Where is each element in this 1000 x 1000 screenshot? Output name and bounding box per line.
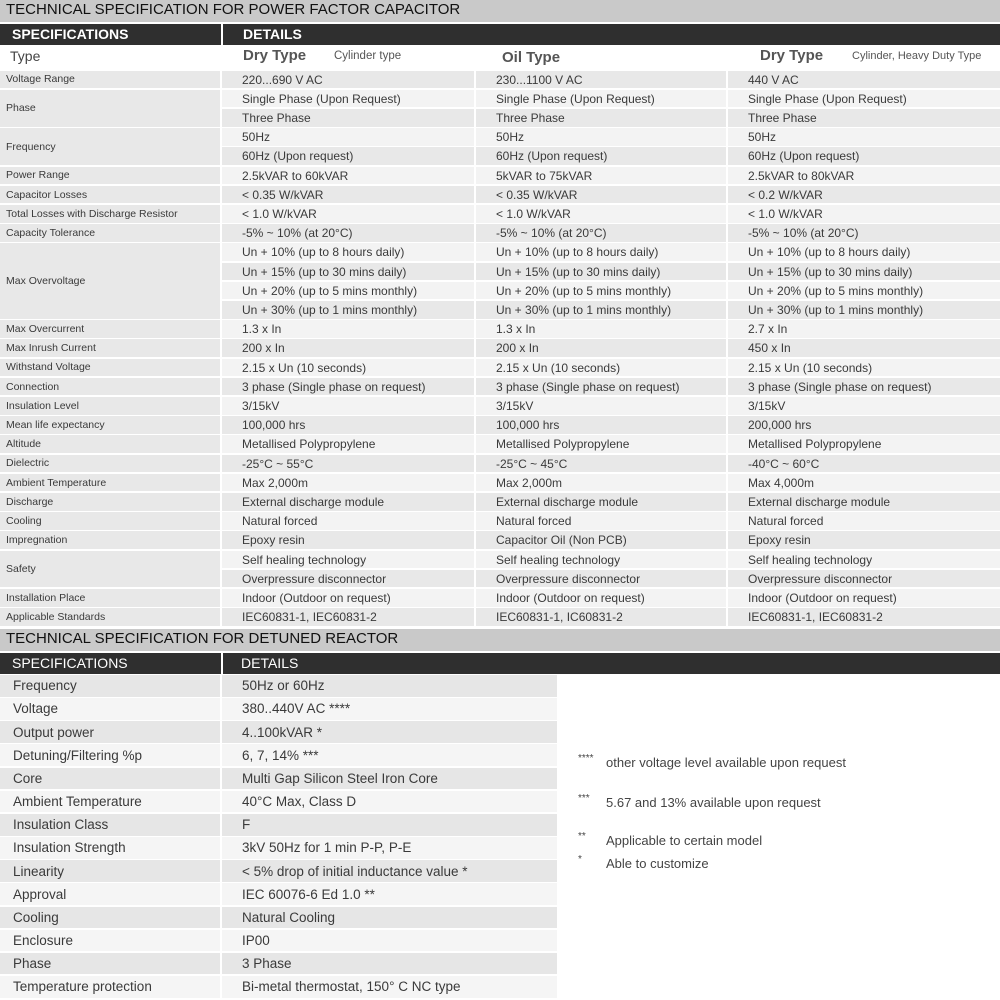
spec-value: < 0.2 W/kVAR <box>728 186 1000 204</box>
spec-value: Three Phase <box>728 109 1000 127</box>
spec-label: Phase <box>0 90 220 127</box>
reactor-spec-value: 4..100kVAR * <box>222 721 557 743</box>
spec-value: 440 V AC <box>728 71 1000 89</box>
spec-value: Capacitor Oil (Non PCB) <box>476 531 726 549</box>
reactor-spec-header: SPECIFICATIONS <box>12 655 128 671</box>
spec-label: Discharge <box>0 493 220 511</box>
spec-value: Self healing technology <box>728 551 1000 569</box>
spec-value: < 0.35 W/kVAR <box>222 186 474 204</box>
spec-value: 3/15kV <box>476 397 726 415</box>
spec-value: 3 phase (Single phase on request) <box>222 378 474 396</box>
reactor-title-text: TECHNICAL SPECIFICATION FOR DETUNED REACTOR <box>6 630 399 647</box>
spec-value: Un + 15% (up to 30 mins daily) <box>222 263 474 281</box>
spec-value: Natural forced <box>222 512 474 530</box>
reactor-spec-label: Linearity <box>0 860 220 882</box>
spec-value: 2.5kVAR to 60kVAR <box>222 167 474 185</box>
spec-value: 50Hz <box>476 128 726 146</box>
spec-value: Un + 30% (up to 1 mins monthly) <box>222 301 474 319</box>
spec-value: 3/15kV <box>222 397 474 415</box>
spec-value: 200,000 hrs <box>728 416 1000 434</box>
type-3-sub: Cylinder, Heavy Duty Type <box>852 50 982 62</box>
spec-label: Capacity Tolerance <box>0 224 220 242</box>
spec-value: Un + 10% (up to 8 hours daily) <box>222 243 474 261</box>
spec-value: 50Hz <box>222 128 474 146</box>
spec-value: External discharge module <box>222 493 474 511</box>
spec-value: 2.7 x In <box>728 320 1000 338</box>
footnote <box>578 795 838 829</box>
spec-label: Withstand Voltage <box>0 359 220 377</box>
reactor-header-bar <box>0 653 1000 674</box>
spec-value: Indoor (Outdoor on request) <box>476 589 726 607</box>
spec-label: Mean life expectancy <box>0 416 220 434</box>
spec-value: -5% ~ 10% (at 20°C) <box>222 224 474 242</box>
spec-value: 60Hz (Upon request) <box>476 147 726 165</box>
spec-label: Applicable Standards <box>0 608 220 626</box>
spec-value: Natural forced <box>728 512 1000 530</box>
reactor-spec-label: Output power <box>0 721 220 743</box>
type-1-sub: Cylinder type <box>334 50 402 62</box>
spec-label: Installation Place <box>0 589 220 607</box>
spec-value: Single Phase (Upon Request) <box>476 90 726 108</box>
spec-value: Metallised Polypropylene <box>476 435 726 453</box>
reactor-details-header: DETAILS <box>241 655 299 671</box>
footnote <box>578 753 846 789</box>
spec-value: IEC60831-1, IC60831-2 <box>476 608 726 626</box>
spec-label: Total Losses with Discharge Resistor <box>0 205 220 223</box>
spec-value: IEC60831-1, IEC60831-2 <box>728 608 1000 626</box>
spec-label: Altitude <box>0 435 220 453</box>
spec-value: < 0.35 W/kVAR <box>476 186 726 204</box>
spec-label: Max Overcurrent <box>0 320 220 338</box>
spec-value: Three Phase <box>476 109 726 127</box>
spec-value: 200 x In <box>222 339 474 357</box>
spec-value: Un + 15% (up to 30 mins daily) <box>476 263 726 281</box>
spec-value: -25°C ~ 55°C <box>222 455 474 473</box>
reactor-spec-label: Ambient Temperature <box>0 791 220 813</box>
spec-value: 450 x In <box>728 339 1000 357</box>
spec-label: Impregnation <box>0 531 220 549</box>
spec-value: 3 phase (Single phase on request) <box>728 378 1000 396</box>
spec-label: Power Range <box>0 167 220 185</box>
footnote <box>578 856 838 890</box>
spec-value: 2.5kVAR to 80kVAR <box>728 167 1000 185</box>
spec-value: 2.15 x Un (10 seconds) <box>728 359 1000 377</box>
spec-value: Self healing technology <box>476 551 726 569</box>
spec-label: Max Inrush Current <box>0 339 220 357</box>
header-divider <box>221 653 223 674</box>
spec-value: 1.3 x In <box>222 320 474 338</box>
spec-value: < 1.0 W/kVAR <box>222 205 474 223</box>
spec-value: Epoxy resin <box>728 531 1000 549</box>
spec-value: Single Phase (Upon Request) <box>728 90 1000 108</box>
reactor-spec-label: Cooling <box>0 907 220 929</box>
spec-value: Max 2,000m <box>476 474 726 492</box>
reactor-spec-label: Insulation Strength <box>0 837 220 859</box>
spec-label: Ambient Temperature <box>0 474 220 492</box>
reactor-spec-value: IEC 60076-6 Ed 1.0 ** <box>222 883 557 905</box>
type-2-name: Oil Type <box>502 49 561 66</box>
reactor-section-title <box>0 629 1000 651</box>
spec-value: Un + 30% (up to 1 mins monthly) <box>476 301 726 319</box>
spec-value: External discharge module <box>728 493 1000 511</box>
reactor-spec-value: 40°C Max, Class D <box>222 791 557 813</box>
spec-value: Un + 20% (up to 5 mins monthly) <box>222 282 474 300</box>
footnote-marker: **** <box>578 753 594 764</box>
capacitor-details-header: DETAILS <box>243 26 302 42</box>
spec-value: Single Phase (Upon Request) <box>222 90 474 108</box>
spec-label: Voltage Range <box>0 71 220 89</box>
reactor-spec-label: Temperature protection <box>0 976 220 998</box>
header-divider <box>221 24 223 45</box>
spec-value: Metallised Polypropylene <box>728 435 1000 453</box>
spec-value: 3 phase (Single phase on request) <box>476 378 726 396</box>
spec-label: Connection <box>0 378 220 396</box>
spec-value: Un + 30% (up to 1 mins monthly) <box>728 301 1000 319</box>
spec-value: Max 4,000m <box>728 474 1000 492</box>
spec-value: Un + 10% (up to 8 hours daily) <box>476 243 726 261</box>
spec-label: Dielectric <box>0 455 220 473</box>
spec-value: Epoxy resin <box>222 531 474 549</box>
reactor-spec-value: 6, 7, 14% *** <box>222 744 557 766</box>
spec-value: 2.15 x Un (10 seconds) <box>476 359 726 377</box>
spec-label: Frequency <box>0 128 220 165</box>
reactor-spec-value: < 5% drop of initial inductance value * <box>222 860 557 882</box>
spec-value: < 1.0 W/kVAR <box>728 205 1000 223</box>
footnote-text: other voltage level available upon request <box>606 755 846 770</box>
reactor-spec-value: F <box>222 814 557 836</box>
spec-value: 230...1100 V AC <box>476 71 726 89</box>
spec-value: Overpressure disconnector <box>222 570 474 588</box>
reactor-spec-label: Enclosure <box>0 930 220 952</box>
spec-value: -25°C ~ 45°C <box>476 455 726 473</box>
reactor-spec-label: Core <box>0 768 220 790</box>
type-1-name: Dry Type <box>243 47 307 64</box>
spec-label: Insulation Level <box>0 397 220 415</box>
reactor-spec-value: 50Hz or 60Hz <box>222 675 557 697</box>
spec-label: Cooling <box>0 512 220 530</box>
reactor-spec-value: Natural Cooling <box>222 907 557 929</box>
reactor-spec-value: Multi Gap Silicon Steel Iron Core <box>222 768 557 790</box>
spec-value: 50Hz <box>728 128 1000 146</box>
reactor-spec-label: Insulation Class <box>0 814 220 836</box>
spec-value: Overpressure disconnector <box>728 570 1000 588</box>
spec-value: < 1.0 W/kVAR <box>476 205 726 223</box>
spec-value: Indoor (Outdoor on request) <box>222 589 474 607</box>
spec-value: -5% ~ 10% (at 20°C) <box>476 224 726 242</box>
reactor-spec-value: 380..440V AC **** <box>222 698 557 720</box>
type-label: Type <box>10 48 41 64</box>
capacitor-section-title <box>0 0 1000 22</box>
footnote-text: 5.67 and 13% available upon request <box>606 795 821 810</box>
reactor-spec-value: Bi-metal thermostat, 150° C NC type <box>222 976 557 998</box>
spec-label: Max Overvoltage <box>0 243 220 318</box>
reactor-spec-label: Voltage <box>0 698 220 720</box>
capacitor-title-text: TECHNICAL SPECIFICATION FOR POWER FACTOR CAPACITOR <box>6 1 461 18</box>
spec-value: 1.3 x In <box>476 320 726 338</box>
reactor-spec-label: Phase <box>0 953 220 975</box>
spec-value: 200 x In <box>476 339 726 357</box>
footnote-text: Able to customize <box>606 856 709 871</box>
reactor-spec-value: 3kV 50Hz for 1 min P-P, P-E <box>222 837 557 859</box>
spec-label: Capacitor Losses <box>0 186 220 204</box>
footnote-marker: ** <box>578 831 586 842</box>
spec-value: 60Hz (Upon request) <box>222 147 474 165</box>
spec-value: Natural forced <box>476 512 726 530</box>
spec-value: 3/15kV <box>728 397 1000 415</box>
footnote-marker: * <box>578 854 582 865</box>
spec-value: -40°C ~ 60°C <box>728 455 1000 473</box>
spec-value: External discharge module <box>476 493 726 511</box>
spec-value: 60Hz (Upon request) <box>728 147 1000 165</box>
reactor-spec-label: Approval <box>0 883 220 905</box>
reactor-spec-label: Frequency <box>0 675 220 697</box>
type-3-name: Dry Type <box>760 47 824 64</box>
spec-value: Un + 10% (up to 8 hours daily) <box>728 243 1000 261</box>
spec-value: 5kVAR to 75kVAR <box>476 167 726 185</box>
spec-value: IEC60831-1, IEC60831-2 <box>222 608 474 626</box>
spec-label: Safety <box>0 551 220 588</box>
spec-value: 2.15 x Un (10 seconds) <box>222 359 474 377</box>
spec-value: 100,000 hrs <box>476 416 726 434</box>
spec-value: Three Phase <box>222 109 474 127</box>
spec-value: Un + 15% (up to 30 mins daily) <box>728 263 1000 281</box>
spec-value: Un + 20% (up to 5 mins monthly) <box>728 282 1000 300</box>
spec-value: Metallised Polypropylene <box>222 435 474 453</box>
reactor-spec-value: IP00 <box>222 930 557 952</box>
footnote-marker: *** <box>578 793 590 804</box>
spec-value: Un + 20% (up to 5 mins monthly) <box>476 282 726 300</box>
spec-value: 220...690 V AC <box>222 71 474 89</box>
spec-value: Max 2,000m <box>222 474 474 492</box>
reactor-spec-label: Detuning/Filtering %p <box>0 744 220 766</box>
spec-value: Indoor (Outdoor on request) <box>728 589 1000 607</box>
spec-value: Self healing technology <box>222 551 474 569</box>
spec-value: Overpressure disconnector <box>476 570 726 588</box>
spec-value: -5% ~ 10% (at 20°C) <box>728 224 1000 242</box>
capacitor-header-bar <box>0 24 1000 45</box>
reactor-spec-value: 3 Phase <box>222 953 557 975</box>
spec-value: 100,000 hrs <box>222 416 474 434</box>
footnote-text: Applicable to certain model <box>606 833 763 848</box>
type-row <box>0 45 1000 67</box>
capacitor-spec-header: SPECIFICATIONS <box>12 26 129 42</box>
